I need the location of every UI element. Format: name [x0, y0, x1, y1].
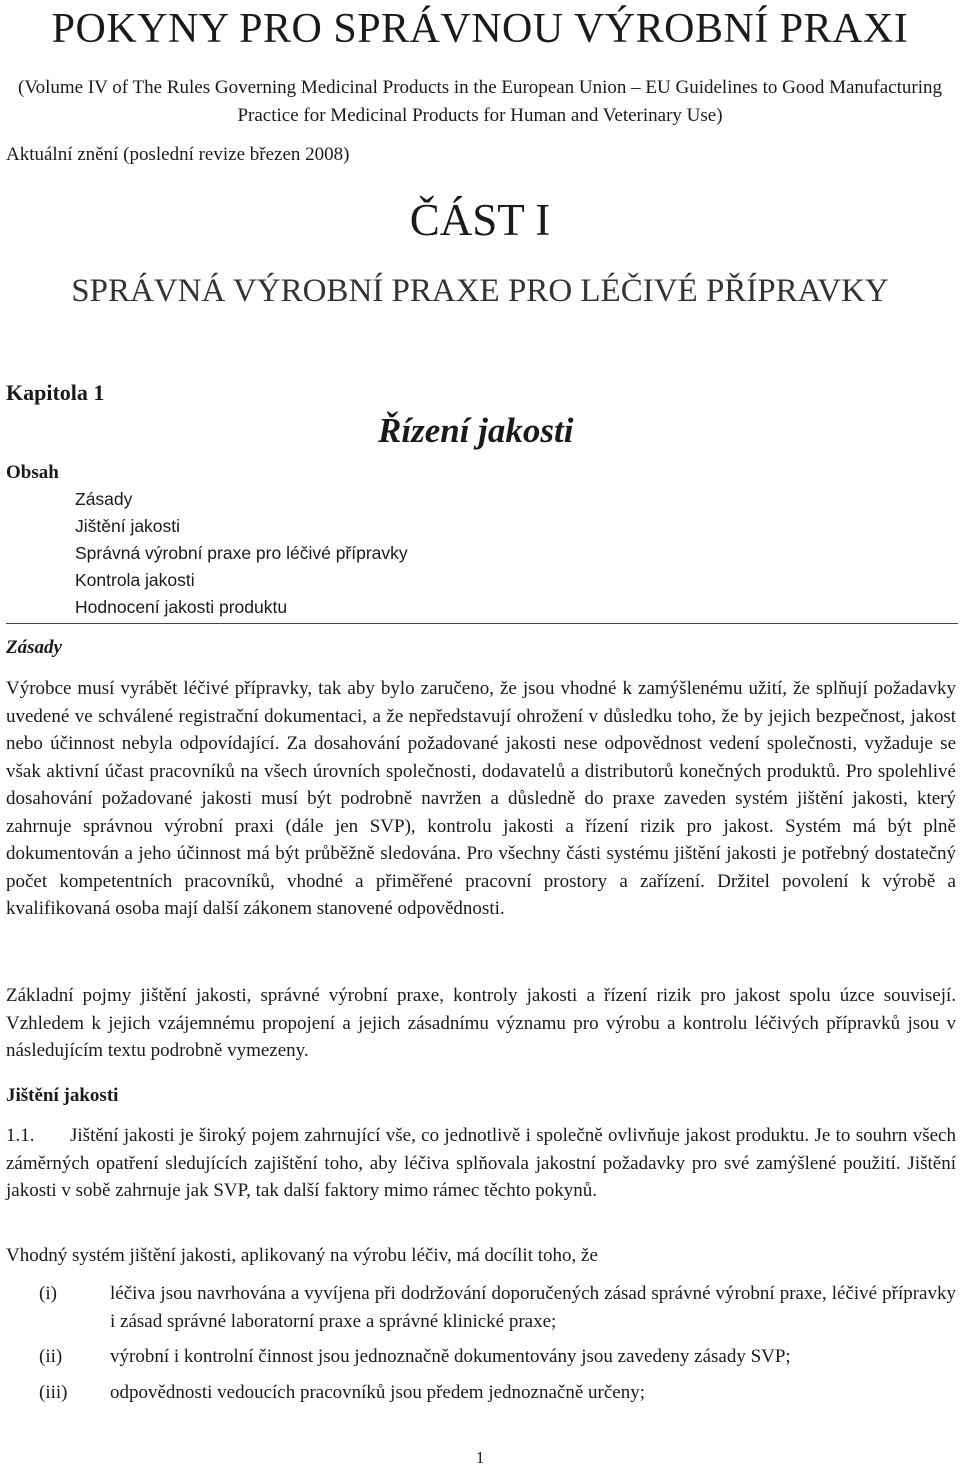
paragraph-text: Jištění jakosti je široký pojem zahrnující vše, co jednotlivě i společně ovlivňuje jakost produktu. Je to souhrn všech záměrných opatření sledujících zajištění toho, aby léčiva splňovala jakostní požadavky pro své zamýšlené použití. Jištění jakosti v sobě zahrnuje jak SVP, tak další faktory mimo rámec těchto pokynů. — [6, 1125, 956, 1201]
section-heading-qa: Jištění jakosti — [6, 1085, 119, 1106]
section-heading-principles: Zásady — [6, 637, 62, 658]
numbered-paragraph — [6, 1122, 956, 1205]
list-item-text: výrobní i kontrolní činnost jsou jednoznačně dokumentovány jsou zavedeny zásady SVP; — [110, 1346, 791, 1367]
list-item — [6, 1379, 956, 1407]
toc-item: Zásady — [75, 489, 133, 509]
list-marker: (iii) — [39, 1381, 68, 1403]
toc-item: Správná výrobní praxe pro léčivé přípravky — [75, 543, 408, 563]
table-of-contents — [75, 486, 408, 621]
contents-label: Obsah — [6, 462, 59, 483]
list-marker: (ii) — [39, 1346, 63, 1367]
paragraph-number: 1.1. — [6, 1125, 35, 1146]
toc-item: Kontrola jakosti — [75, 570, 195, 590]
part-subtitle: SPRÁVNÁ VÝROBNÍ PRAXE PRO LÉČIVÉ PŘÍPRAVKY — [71, 273, 889, 309]
toc-item: Jištění jakosti — [75, 516, 181, 536]
list-item-text: léčiva jsou navrhována a vyvíjena při dodržování doporučených zásad správné výrobní praxe, léčivé přípravky i zásad správné laboratorní praxe a správné klinické praxe; — [110, 1283, 956, 1332]
chapter-title: Řízení jakosti — [378, 411, 574, 450]
principles-paragraph: Základní pojmy jištění jakosti, správné výrobní praxe, kontroly jakosti a řízení rizik pro jakost spolu úzce souvisejí. Vzhledem k jejich vzájemnému propojení a jejich zásadnímu významu pro výrobu a kontrolu léčivých přípravků jsou v následujícím textu podrobně vymezeny. — [6, 985, 956, 1061]
principles-paragraph: Výrobce musí vyrábět léčivé přípravky, tak aby bylo zaručeno, že jsou vhodné k zamýšlenému užití, že splňují požadavky uvedené ve schválené registrační dokumentaci, a že nepředstavují ohrožení v důsledku toho, že by jejich bezpečnost, jakost nebo účinnost nebyla odpovídající. Za dosahování požadované jakosti nese odpovědnost vedení společnosti, vyžaduje se však aktivní účast pracovníků na všech úrovních společnosti, dodavatelů a distributorů konečných produktů. Pro spolehlivé dosahování požadované jakosti musí být podrobně navržen a důsledně do praxe zaveden systém jištění jakosti, který zahrnuje správnou výrobní praxi (dále jen SVP), kontrolu jakosti a řízení rizik pro jakost. Systém má být plně dokumentován a jeho účinnost má být průběžně sledována. Pro všechny části systému jištění jakosti je potřebný dostatečný počet kompetentních pracovníků, vhodné a přiměřené pracovní prostory a zařízení. Držitel povolení k výrobě a kvalifikovaná osoba mají další zákonem stanovené odpovědnosti. — [6, 678, 956, 919]
part-title: ČÁST I — [409, 195, 551, 245]
document-title: POKYNY PRO SPRÁVNOU VÝROBNÍ PRAXI — [51, 6, 909, 52]
document-subtitle: (Volume IV of The Rules Governing Medicinal Products in the European Union – EU Guidelines to Good Manufacturing Practice for Medicinal Products for Human and Veterinary Use) — [18, 77, 942, 126]
chapter-label: Kapitola 1 — [6, 380, 105, 405]
list-intro: Vhodný systém jištění jakosti, aplikovaný na výrobu léčiv, má docílit toho, že — [6, 1245, 598, 1266]
list-item — [6, 1343, 956, 1371]
page-number: 1 — [475, 1448, 485, 1467]
list-item — [6, 1280, 956, 1335]
horizontal-divider — [6, 623, 958, 624]
revision-note: Aktuální znění (poslední revize březen 2008) — [6, 144, 350, 165]
list-marker: (i) — [39, 1283, 57, 1304]
list-item-text: odpovědnosti vedoucích pracovníků jsou předem jednoznačně určeny; — [110, 1381, 645, 1403]
toc-item: Hodnocení jakosti produktu — [75, 597, 288, 617]
requirements-list — [6, 1280, 956, 1414]
